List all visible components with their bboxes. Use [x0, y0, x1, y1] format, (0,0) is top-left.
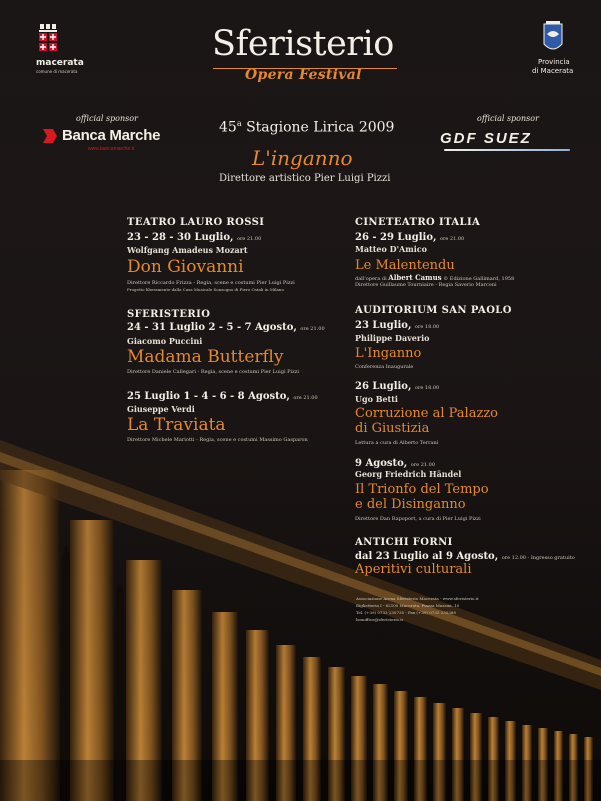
corruzione-date-text: 26 Luglio, [355, 381, 412, 392]
don-giovanni-date-text: 23 - 28 - 30 Luglio, [127, 232, 234, 243]
aperitivi-hour: ore 12.00 - Ingresso gratuito [501, 555, 575, 561]
banca-marche-logo [40, 124, 180, 154]
butterfly-date-text: 24 - 31 Luglio 2 - 5 - 7 Agosto, [127, 322, 297, 333]
festival-title: Sferisterio [212, 24, 394, 64]
trionfo-title-1: Il Trionfo del Tempo [355, 482, 489, 497]
traviata-title: La Traviata [127, 415, 226, 435]
banca-marche-url: www.bancamarche.it [88, 146, 135, 152]
butterfly-date [127, 322, 325, 333]
don-giovanni-credits: Direttore Riccardo Frizza - Regia, scene e costumi Pier Luigi Pizzi [127, 280, 295, 286]
traviata-date [127, 391, 318, 402]
aperitivi-date [355, 551, 575, 562]
macerata-crest-icon [36, 22, 82, 58]
contact-line-3: Tel. (+39) 0733 230735 - Fax (+39) 0733 235388 [356, 610, 456, 615]
corruzione-note: Lettura a cura di Alberto Terrani [355, 440, 439, 446]
season-number: 45 [219, 119, 237, 136]
butterfly-title: Madama Butterfly [127, 347, 284, 367]
banca-marche-icon [40, 126, 60, 146]
trionfo-title-2: e del Disinganno [355, 497, 466, 512]
don-giovanni-composer: Wolfgang Amadeus Mozart [127, 245, 248, 255]
butterfly-composer: Giacomo Puccini [127, 336, 203, 346]
don-giovanni-date [127, 232, 261, 243]
banca-marche-name: Banca Marche [62, 127, 161, 144]
macerata-logo [36, 22, 82, 77]
contact-line-2: Biglietteria I - 62100 Macerata, Piazza Mazzini, 10 [356, 603, 460, 608]
corruzione-title-1: Corruzione al Palazzo [355, 406, 498, 421]
corruzione-hour: ore 18.00 [414, 385, 440, 391]
malentendu-edition: © Edizione Gallimard, 1958 [443, 276, 515, 282]
malentendu-from: dall'opera di [355, 276, 387, 282]
malentendu-credits: Direttore Guillaume Tourniaire - Regia Saverio Marconi [355, 282, 497, 288]
sponsor-left-label: official sponsor [76, 114, 138, 123]
macerata-name: macerata [36, 58, 84, 68]
malentendu-date [355, 232, 464, 243]
corruzione-title-2: di Giustizia [355, 421, 430, 436]
malentendu-date-text: 26 - 29 Luglio, [355, 232, 437, 243]
provincia-crest-icon [528, 20, 578, 56]
venue-auditorium-san-paolo: AUDITORIUM SAN PAOLO [355, 305, 512, 316]
linganno-date-text: 23 Luglio, [355, 320, 412, 331]
traviata-hour: ore 21.00 [293, 395, 318, 401]
venue-teatro-lauro-rossi: TEATRO LAURO ROSSI [127, 217, 265, 228]
contact-line-4: boxoffice@sferisterio.it [356, 617, 404, 622]
linganno-note: Conferenza Inaugurale [355, 364, 414, 370]
gdf-suez-logo: GDF SUEZ [440, 130, 532, 147]
trionfo-credits: Direttore Dan Rapoport, a cura di Pier Luigi Pizzi [355, 516, 481, 522]
venue-cineteatro-italia: CINETEATRO ITALIA [355, 217, 481, 228]
traviata-date-text: 25 Luglio 1 - 4 - 6 - 8 Agosto, [127, 391, 290, 402]
traviata-composer: Giuseppe Verdi [127, 404, 195, 414]
linganno-author: Philippe Daverio [355, 333, 430, 343]
trionfo-date-text: 9 Agosto, [355, 458, 408, 469]
season-text: Stagione Lirica 2009 [246, 119, 395, 136]
don-giovanni-hour: ore 21.00 [236, 236, 262, 242]
sponsor-right-label: official sponsor [477, 114, 539, 123]
trionfo-hour: ore 21.00 [410, 462, 436, 468]
trionfo-date [355, 458, 435, 469]
linganno-date [355, 320, 439, 331]
corruzione-author: Ugo Betti [355, 394, 398, 404]
season-theme: L'inganno [252, 146, 353, 170]
provincia-line2: di Macerata [532, 67, 574, 75]
season-director: Direttore artistico Pier Luigi Pizzi [219, 173, 391, 184]
butterfly-credits: Direttore Daniele Callegari - Regia, scene e costumi Pier Luigi Pizzi [127, 369, 299, 375]
macerata-subtitle: comune di macerata [36, 69, 78, 74]
malentendu-author: Matteo D'Amico [355, 244, 427, 254]
traviata-credits: Direttore Michele Mariotti - Regia, scene e costumi Massimo Gasparon [127, 437, 308, 443]
venue-sferisterio: SFERISTERIO [127, 309, 211, 320]
butterfly-hour: ore 21.00 [300, 326, 325, 332]
season-ordinal: a [236, 119, 242, 128]
corruzione-date [355, 381, 439, 392]
aperitivi-title: Aperitivi culturali [355, 562, 472, 577]
linganno-hour: ore 18.00 [414, 324, 440, 330]
contact-line-1: Associazione Arena Sferisterio Macerata - www.sferisterio.it [356, 596, 479, 601]
provincia-line1: Provincia [538, 58, 570, 66]
venue-antichi-forni: ANTICHI FORNI [355, 537, 453, 548]
linganno-title: L'Inganno [355, 346, 422, 361]
festival-subtitle: Opera Festival [245, 67, 362, 83]
trionfo-author: Georg Friedrich Händel [355, 469, 462, 479]
gdf-suez-swoosh [444, 149, 570, 151]
season-line [219, 119, 394, 136]
aperitivi-date-text: dal 23 Luglio al 9 Agosto, [355, 551, 499, 562]
malentendu-camus: Albert Camus [388, 273, 442, 282]
don-giovanni-title: Don Giovanni [127, 257, 244, 277]
malentendu-hour: ore 21.00 [439, 236, 465, 242]
don-giovanni-credits2: Progetto liberamente dalla Casa Musicale Sonzogno di Piero Ostali in Milano [127, 287, 284, 292]
provincia-logo [528, 20, 578, 78]
malentendu-title: Le Malentendu [355, 258, 455, 273]
